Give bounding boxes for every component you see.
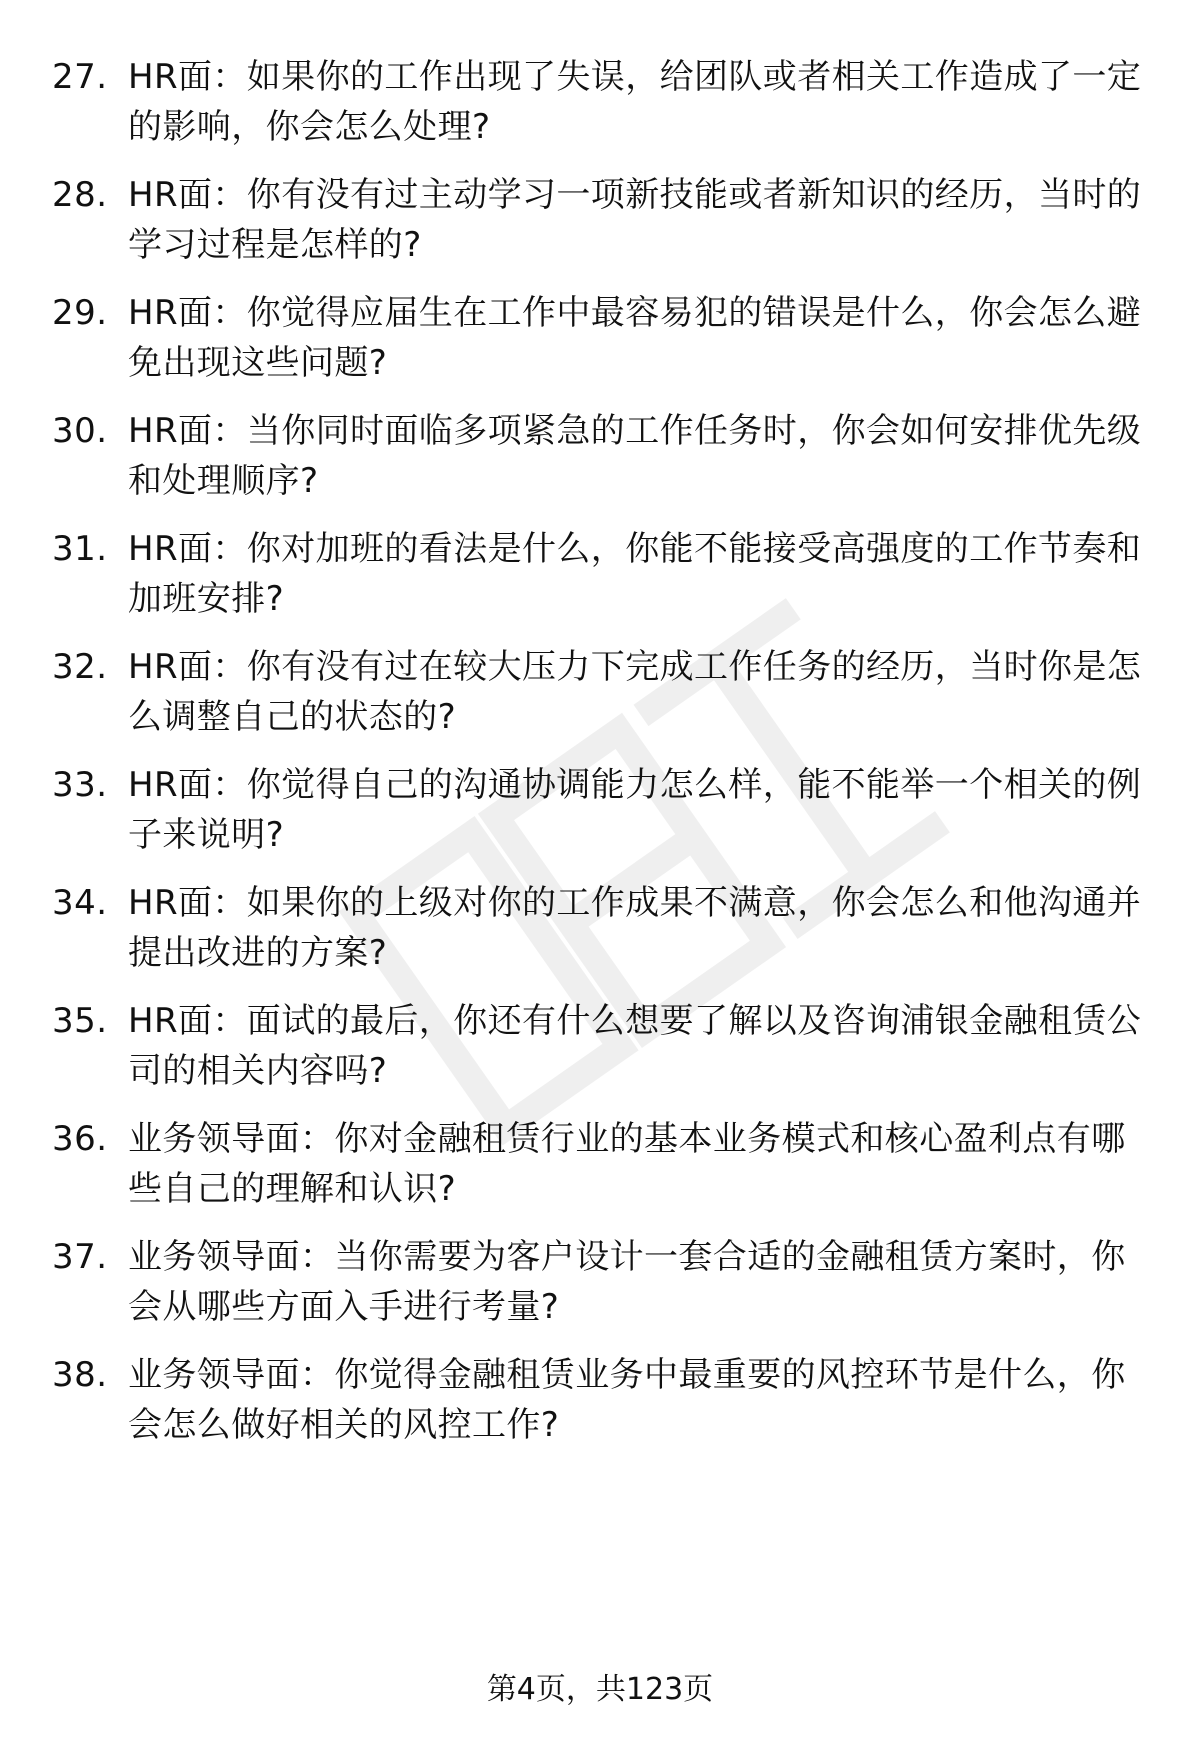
question-number: 37. xyxy=(52,1237,108,1277)
question-number: 35. xyxy=(52,1001,108,1041)
question-text: HR面：面试的最后，你还有什么想要了解以及咨询浦银金融租赁公司的相关内容吗? xyxy=(128,1001,1142,1091)
list-item xyxy=(0,1350,1200,1460)
question-number: 27. xyxy=(52,57,108,97)
list-item xyxy=(0,1114,1200,1224)
list-item xyxy=(0,642,1200,752)
question-text: HR面：你觉得自己的沟通协调能力怎么样，能不能举一个相关的例子来说明? xyxy=(128,765,1142,855)
question-text: 业务领导面：你对金融租赁行业的基本业务模式和核心盈利点有哪些自己的理解和认识? xyxy=(128,1119,1126,1209)
question-number: 32. xyxy=(52,647,108,687)
list-item xyxy=(0,878,1200,988)
list-item xyxy=(0,996,1200,1106)
question-number: 38. xyxy=(52,1355,108,1395)
question-number: 36. xyxy=(52,1119,108,1159)
list-item xyxy=(0,1232,1200,1342)
question-text: HR面：如果你的工作出现了失误，给团队或者相关工作造成了一定的影响，你会怎么处理? xyxy=(128,57,1142,147)
question-text: 业务领导面：当你需要为客户设计一套合适的金融租赁方案时，你会从哪些方面入手进行考量? xyxy=(128,1237,1126,1327)
question-number: 29. xyxy=(52,293,108,333)
list-item xyxy=(0,52,1200,162)
page-footer: 第4页，共123页 xyxy=(486,1672,714,1707)
list-item xyxy=(0,760,1200,870)
question-text: HR面：如果你的上级对你的工作成果不满意，你会怎么和他沟通并提出改进的方案? xyxy=(128,883,1142,973)
question-text: HR面：你对加班的看法是什么，你能不能接受高强度的工作节奏和加班安排? xyxy=(128,529,1142,619)
list-item xyxy=(0,288,1200,398)
question-text: HR面：你有没有过主动学习一项新技能或者新知识的经历，当时的学习过程是怎样的? xyxy=(128,175,1142,265)
question-text: HR面：你有没有过在较大压力下完成工作任务的经历，当时你是怎么调整自己的状态的? xyxy=(128,647,1142,737)
list-item xyxy=(0,170,1200,280)
question-number: 33. xyxy=(52,765,108,805)
question-number: 28. xyxy=(52,175,108,215)
question-text: HR面：当你同时面临多项紧急的工作任务时，你会如何安排优先级和处理顺序? xyxy=(128,411,1142,501)
question-number: 34. xyxy=(52,883,108,923)
list-item xyxy=(0,406,1200,516)
list-item xyxy=(0,524,1200,634)
question-number: 30. xyxy=(52,411,108,451)
question-text: HR面：你觉得应届生在工作中最容易犯的错误是什么，你会怎么避免出现这些问题? xyxy=(128,293,1142,383)
question-number: 31. xyxy=(52,529,108,569)
question-text: 业务领导面：你觉得金融租赁业务中最重要的风控环节是什么，你会怎么做好相关的风控工作? xyxy=(128,1355,1126,1445)
